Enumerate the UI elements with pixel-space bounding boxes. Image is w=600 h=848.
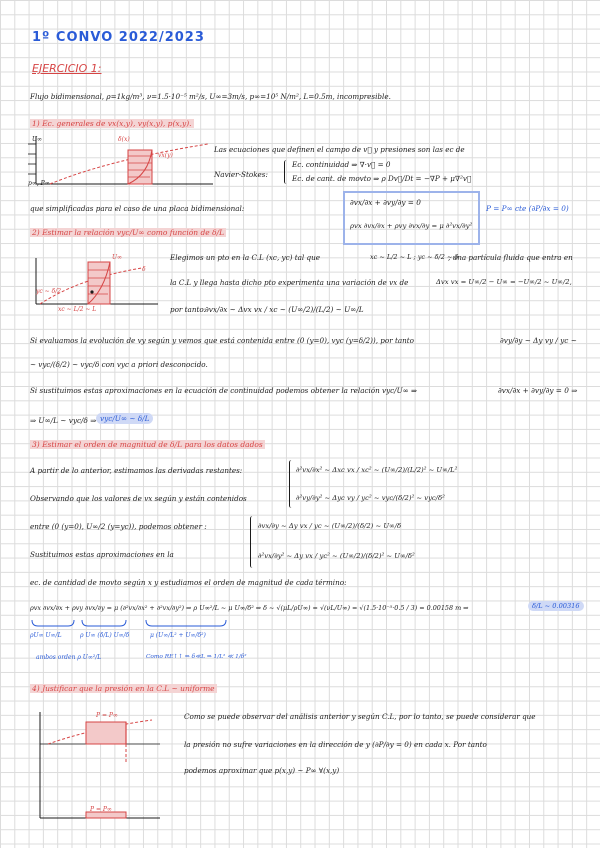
s2-para-3-label: por tanto:: [170, 305, 207, 314]
s3-annotation-brackets: [30, 618, 270, 630]
section-2-heading: 2) Estimar la relación vyc/U∞ como función de δ/L: [32, 228, 225, 237]
pressure-figure: [34, 704, 164, 822]
s3-big-equation: ρvx ∂vx/∂x + ρvy ∂vx/∂y = μ (∂²vx/∂x² + ∂²vx/∂y²) ⇒ ρ U∞²/L ~ μ U∞/δ² ⇒ δ ~ √(μL/ρU∞) = √(νL/U∞) = √(1.5·10⁻⁵·0.5 / 3) = 0.00158 m ⇒: [30, 604, 469, 612]
s3-deriv-1: ∂²vx/∂x² ~ Δxc vx / xc² ~ (U∞/2)/(L/2)² ~ U∞/L²: [296, 466, 458, 474]
section-4-heading: 4) Justificar que la presión en la C.L ~ uniforme: [32, 684, 215, 693]
s1-intro-text: Las ecuaciones que definen el campo de v⃗ y presiones son las ec de: [214, 145, 465, 154]
fig2-label-delta: δ: [142, 266, 146, 273]
s2-para-5: ~ vyc/(δ/2) ~ vyc/δ con vyc a priori desconocido.: [30, 360, 208, 369]
fig1-label-uinf: U∞: [32, 136, 43, 143]
s2-para-6-eq: ∂vx/∂x + ∂vy/∂y = 0 ⇒: [498, 386, 578, 395]
s2-condition: xc ~ L/2 ~ L ; yc ~ δ/2 ~ δ: [370, 253, 459, 261]
section-1-heading: 1) Ec. generales de vx(x,y), vy(x,y), p(x,y).: [32, 119, 192, 128]
s1-ns-brace: [284, 160, 289, 184]
s2-para-2-eq: Δvx vx = U∞/2 − U∞ = −U∞/2 ~ U∞/2,: [436, 278, 572, 286]
s1-eq-momentum: Ec. de cant. de movto ⇒ ρ Dv⃗/Dt = −∇P + μ∇²v⃗: [292, 174, 472, 183]
s3-annot-1: ρU∞ U∞/L: [30, 632, 62, 639]
fig2-label-xc: xc ~ L/2 ~ L: [58, 306, 97, 313]
s1-ns-label: Navier-Stokes:: [214, 170, 268, 179]
s4-para-2: la presión no sufre variaciones en la dirección de y (∂P/∂y = 0) en cada x. Por tanto: [184, 740, 487, 749]
s3-brace-1: [289, 460, 294, 508]
s4-para-1: Como se puede observar del análisis anterior y según C.L, por lo tanto, se puede considerar que: [184, 712, 536, 721]
s2-para-1a: Elegimos un pto en la C.L (xc, yc) tal que: [170, 253, 320, 262]
fig1-label-delta: δ(x): [118, 136, 130, 143]
s2-para-1b: , una partícula fluida que entra en: [448, 253, 573, 262]
s2-para-4: Si evaluamos la evolución de vy según y vemos que está contenida entre (0 (y=0), vyc (y=δ/2)), por tanto: [30, 336, 414, 345]
simplified-eq-1: ∂vx/∂x + ∂vy/∂y = 0: [350, 198, 421, 207]
s3-annot-2: ρ U∞ (δ/L) U∞/δ: [80, 632, 130, 639]
s3-deriv-4: ∂²vx/∂y² ~ Δy vx / yc² ~ (U∞/2)/(δ/2)² ~ U∞/δ²: [258, 552, 415, 560]
s3-big-result: δ/L ~ 0.00316: [528, 601, 584, 611]
s3-annot-5: Como RE↑↑ ⇒ δ≪L ⇒ 1/L² ≪ 1/δ²: [146, 654, 247, 660]
s2-para-6: Si sustituimos estas aproximaciones en la ecuación de continuidad podemos obtener la relación vyc/U∞ ⇒: [30, 386, 417, 395]
problem-statement: Flujo bidimensional, ρ=1kg/m³, ν=1.5·10⁻⁵ m²/s, U∞=3m/s, p∞=10⁵ N/m², L=0.5m, incompresible.: [30, 92, 391, 101]
s2-para-7-eq: ⇒ U∞/L ~ vyc/δ ⇒: [30, 416, 97, 425]
s1-eq-continuity: Ec. continuidad ⇒ ∇·v⃗ = 0: [292, 160, 391, 169]
s3-para-1: A partir de lo anterior, estimamos las derivadas restantes:: [30, 466, 243, 475]
s3-para-5: ec. de cantidad de movto según x y estudiamos el orden de magnitud de cada término:: [30, 578, 347, 587]
pressure-fig-top-label: P = P∞: [96, 712, 118, 719]
s3-para-2: Observando que los valores de vx según y están contenidos: [30, 494, 247, 503]
s3-annot-4: ambos orden ρ U∞²/L: [36, 654, 102, 661]
s3-para-3: entre (0 (y=0), U∞/2 (y=yc)), podemos obtener :: [30, 522, 207, 531]
pressure-constant-note: P = P∞ cte (∂P/∂x = 0): [486, 204, 569, 213]
s1-simplify-text: que simplificadas para el caso de una placa bidimensional:: [30, 204, 245, 213]
s4-para-3: podemos aproximar que p(x,y) ~ P∞ ∀(x,y): [184, 766, 340, 775]
s2-result: vyc/U∞ ~ δ/L: [96, 413, 153, 424]
simplified-eq-2: ρvx ∂vx/∂x + ρvy ∂vx/∂y = μ ∂²vx/∂y²: [350, 222, 473, 230]
s2-para-2: la C.L y llega hasta dicho pto experimenta una variación de vx de: [170, 278, 409, 287]
section-3-heading: 3) Estimar el orden de magnitud de δ/L para los datos dados: [32, 440, 263, 449]
fig1-label-pinf: p∞, P∞: [28, 180, 50, 187]
s3-brace-2: [250, 516, 255, 568]
s3-deriv-2: ∂²vy/∂y² ~ Δyc vy / yc² ~ vyc/(δ/2)² ~ vyc/δ²: [296, 494, 445, 502]
boundary-layer-figure-2: [30, 252, 160, 312]
s3-deriv-3: ∂vx/∂y ~ Δy vx / yc ~ (U∞/2)/(δ/2) ~ U∞/δ: [258, 522, 402, 530]
fig1-label-vx: vx(y): [158, 152, 173, 159]
pressure-fig-bottom-label: P = P∞: [90, 806, 112, 813]
page-title: 1º CONVO 2022/2023: [32, 30, 205, 45]
s3-annot-3: μ (U∞/L² + U∞/δ²): [150, 632, 206, 639]
s3-para-4: Sustituimos estas aproximaciones en la: [30, 550, 174, 559]
s2-para-4-eq: ∂vy/∂y ~ Δy vy / yc ~: [500, 336, 577, 345]
s2-para-3-eq: ∂vx/∂x ~ Δvx vx / xc ~ (U∞/2)/(L/2) ~ U∞/L: [205, 305, 364, 314]
exercise-label: EJERCICIO 1:: [32, 62, 102, 75]
fig2-label-yc: yc ~ δ/2: [36, 288, 62, 295]
fig2-label-uinf: U∞: [112, 254, 123, 261]
